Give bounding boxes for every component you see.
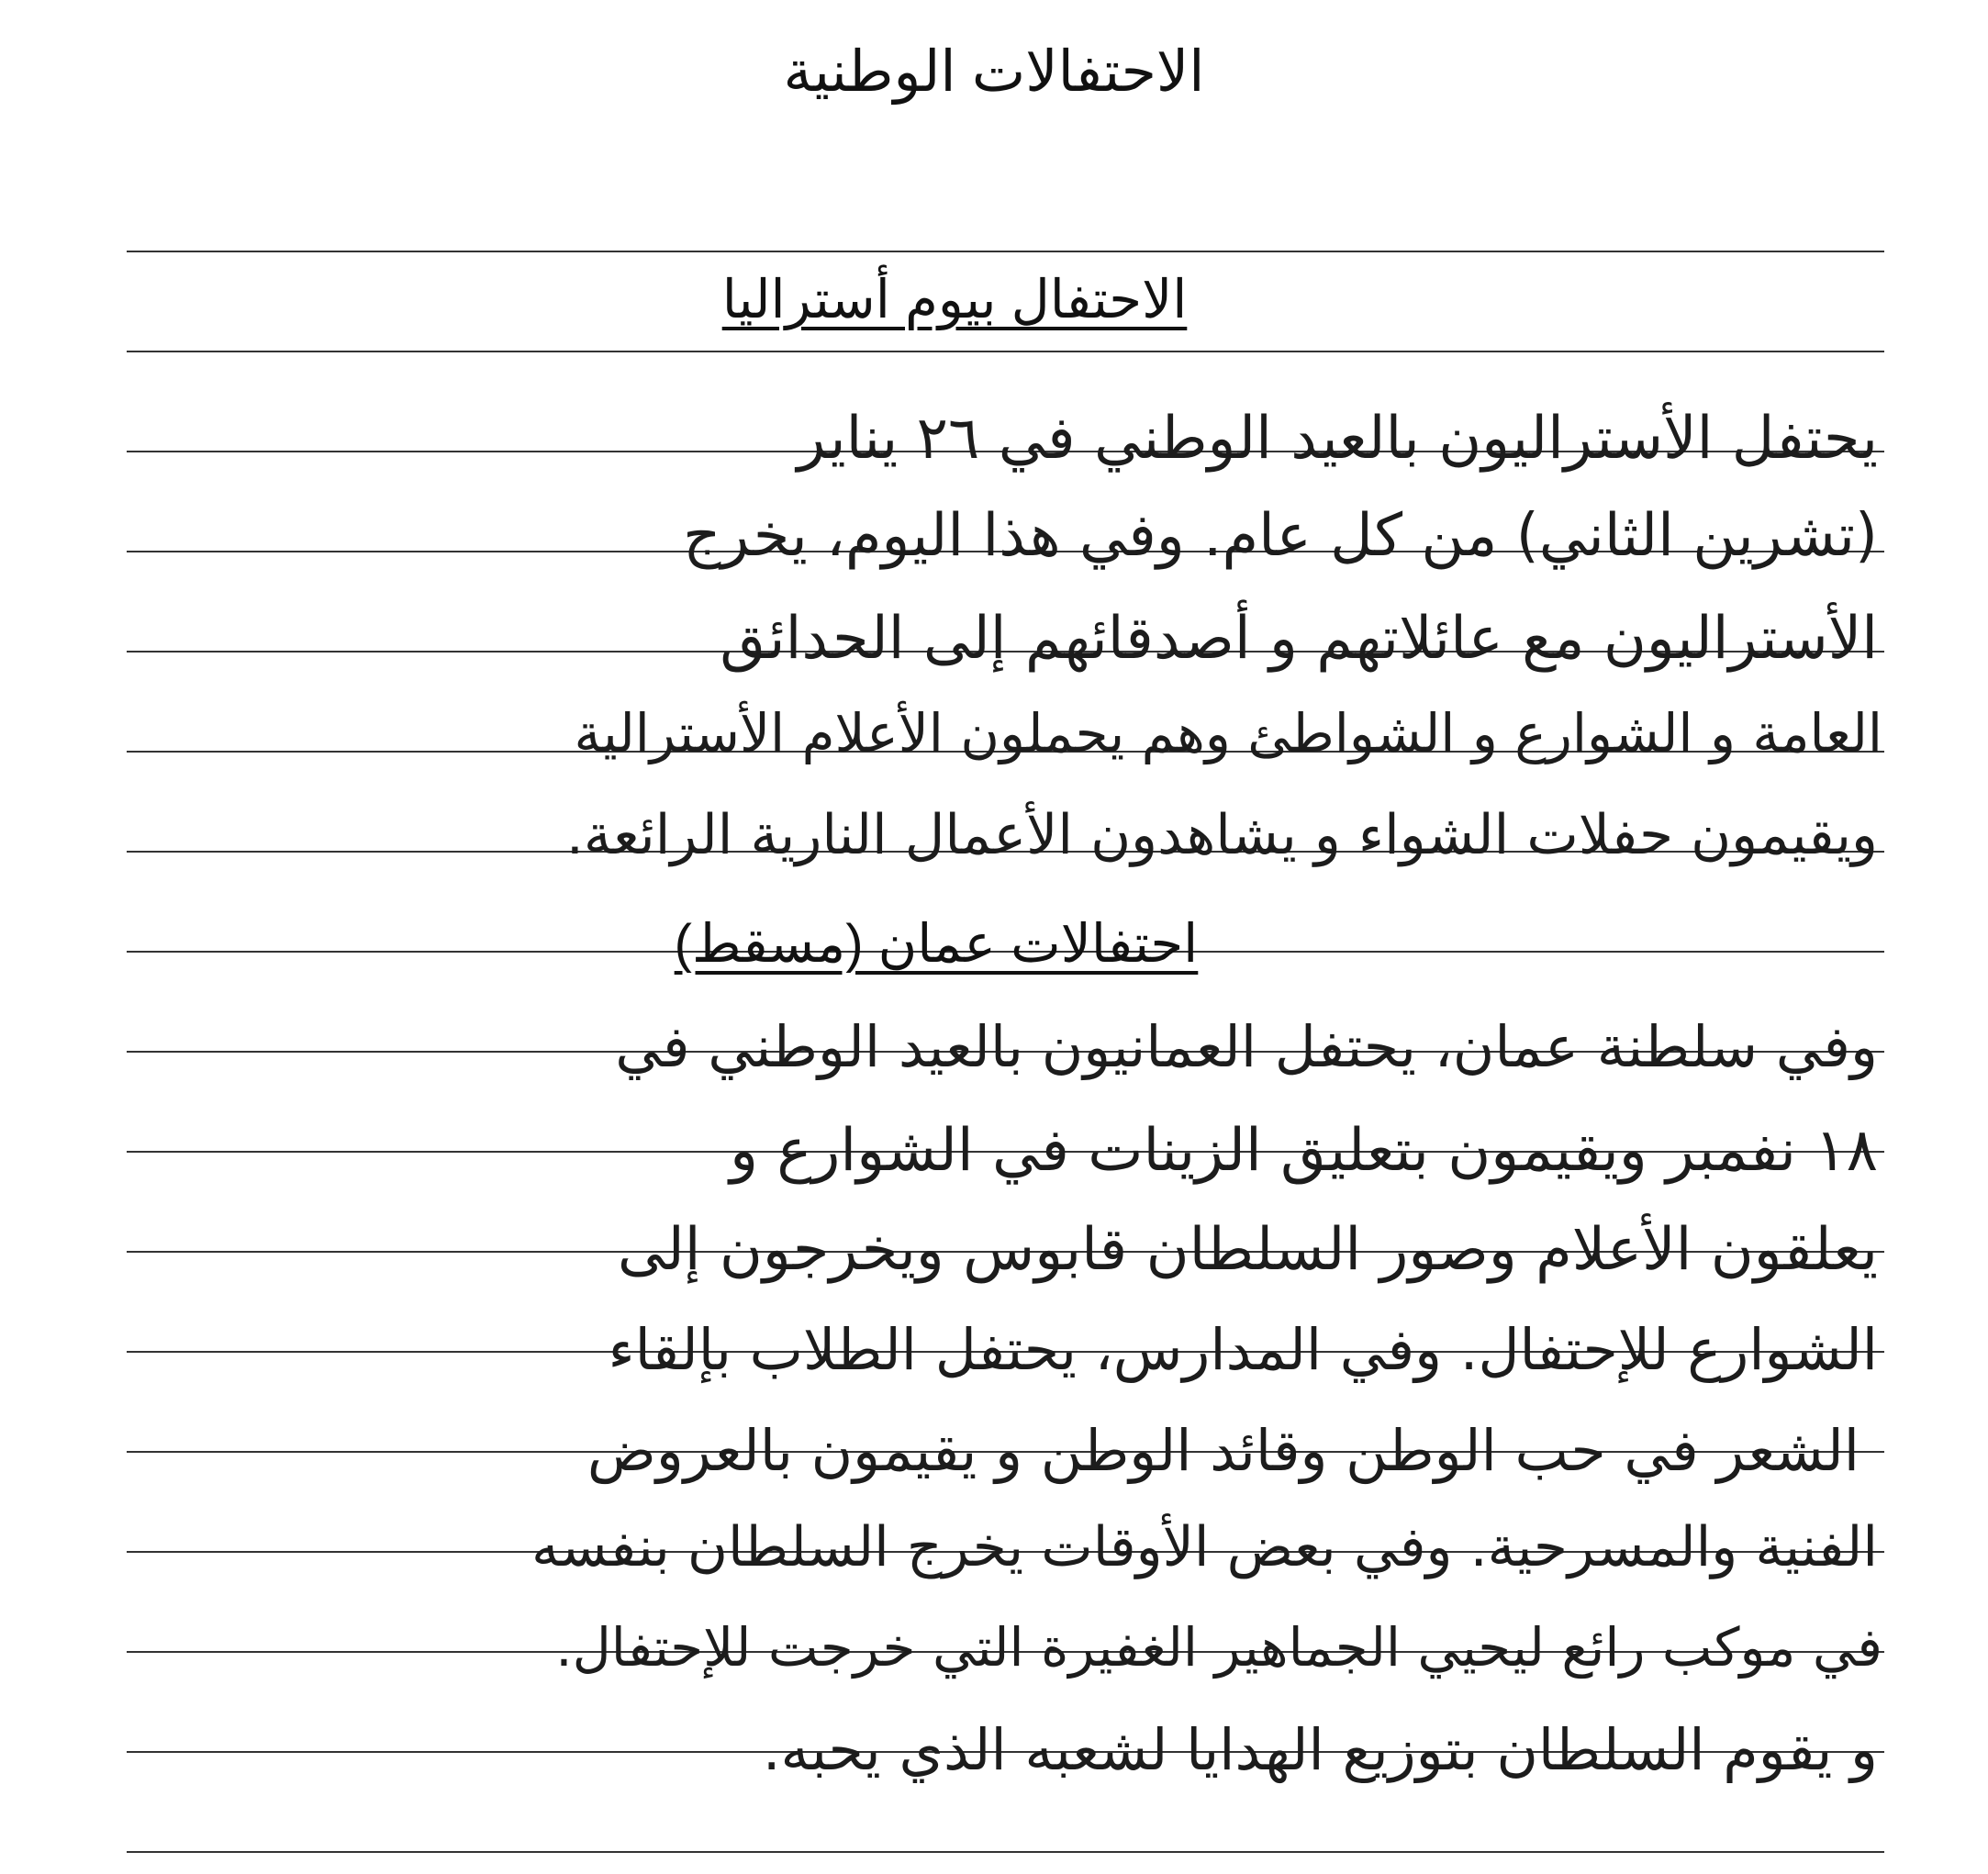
ruled-line <box>127 251 1884 252</box>
handwritten-line: العامة و الشوارع و الشواطئ وهم يحملون الأعلام الأسترالية <box>574 702 1882 764</box>
handwritten-line: ١٨ نفمبر ويقيمون بتعليق الزينات في الشوارع و <box>730 1117 1878 1185</box>
page-title: الاحتفالات الوطنية <box>783 40 1205 104</box>
handwritten-line: الشوارع للإحتفال. وفي المدارس، يحتفل الطلاب بإلقاء <box>608 1316 1878 1383</box>
handwritten-line: في موكب رائع ليحيي الجماهير الغفيرة التي خرجت للإحتفال. <box>555 1616 1882 1679</box>
handwritten-line: ويقيمون حفلات الشواء و يشاهدون الأعمال النارية الرائعة. <box>565 803 1878 867</box>
handwritten-line: (تشرين الثاني) من كل عام. وفي هذا اليوم، يخرج <box>683 502 1878 570</box>
handwritten-line: يعلقون الأعلام وصور السلطان قابوس ويخرجون إلى <box>617 1216 1878 1284</box>
handwritten-line: وفي سلطنة عمان، يحتفل العمانيون بالعيد الوطني في <box>615 1013 1878 1080</box>
section-heading-oman: احتفالات عمان (مسقط) <box>674 914 1199 974</box>
handwritten-line: و يقوم السلطان بتوزيع الهدايا لشعبه الذي يحبه. <box>762 1716 1878 1783</box>
ruled-line <box>127 1851 1884 1853</box>
ruled-line <box>127 351 1884 352</box>
handwritten-line: الأستراليون مع عائلاتهم و أصدقائهم إلى الحدائق <box>720 605 1878 673</box>
handwritten-line: يحتفل الأستراليون بالعيد الوطني في ٢٦ يناير <box>797 405 1878 473</box>
handwritten-line: الشعر في حب الوطن وقائد الوطن و يقيمون بالعروض <box>586 1417 1860 1484</box>
section-heading-australia: الاحتفال بيوم أستراليا <box>721 270 1188 329</box>
handwritten-line: الفنية والمسرحية. وفي بعض الأوقات يخرج السلطان بنفسه <box>531 1515 1878 1579</box>
